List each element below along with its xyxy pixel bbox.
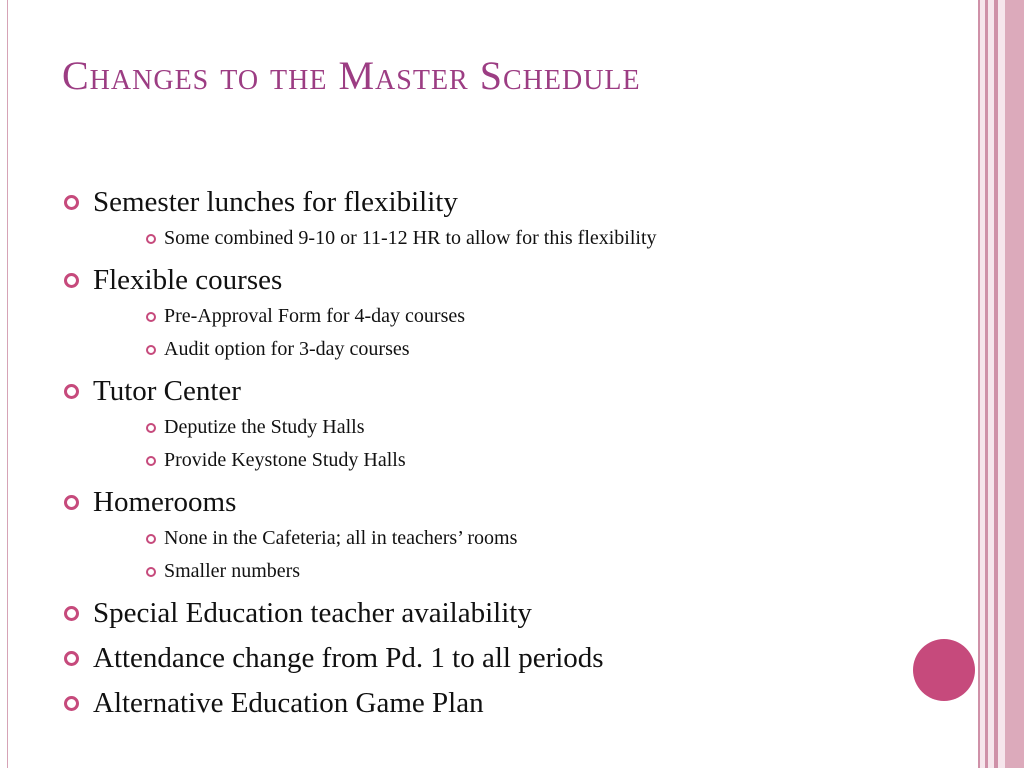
bullet-text: Homerooms (93, 486, 237, 518)
bullet-item (62, 482, 942, 522)
sub-bullet-text: Audit option for 3-day courses (164, 338, 410, 360)
circle-bullet-icon (146, 312, 156, 322)
circle-bullet-icon (146, 534, 156, 544)
bullet-text: Special Education teacher availability (93, 597, 532, 629)
circle-bullet-icon (64, 384, 79, 399)
bullet-text: Semester lunches for flexibility (93, 186, 458, 218)
circle-bullet-icon (64, 696, 79, 711)
bullet-item (62, 593, 942, 633)
bullet-item (62, 683, 942, 723)
bullet-text: Alternative Education Game Plan (93, 687, 484, 719)
bullet-item (62, 182, 942, 222)
decorative-stripe (1005, 0, 1024, 768)
circle-bullet-icon (146, 234, 156, 244)
sub-bullet-item (62, 333, 942, 366)
sub-bullet-item (62, 300, 942, 333)
sub-bullet-text: Provide Keystone Study Halls (164, 449, 406, 471)
circle-bullet-icon (64, 606, 79, 621)
sub-bullet-item (62, 411, 942, 444)
sub-bullet-text: Some combined 9-10 or 11-12 HR to allow for this flexibility (164, 227, 657, 249)
decorative-stripe (978, 0, 980, 768)
circle-bullet-icon (146, 567, 156, 577)
sub-bullet-item (62, 222, 942, 255)
decorative-stripe (994, 0, 998, 768)
circle-bullet-icon (146, 345, 156, 355)
bullet-text: Flexible courses (93, 264, 283, 296)
slide-title: Changes to the Master Schedule (62, 53, 641, 98)
sub-bullet-item (62, 522, 942, 555)
sub-bullet-text: None in the Cafeteria; all in teachers’ rooms (164, 527, 518, 549)
sub-bullet-text: Smaller numbers (164, 560, 301, 582)
circle-bullet-icon (146, 456, 156, 466)
bullet-text: Tutor Center (93, 375, 241, 407)
bullet-item (62, 260, 942, 300)
sub-bullet-item (62, 444, 942, 477)
circle-bullet-icon (64, 651, 79, 666)
circle-bullet-icon (64, 273, 79, 288)
bullet-item (62, 371, 942, 411)
sub-bullet-text: Pre-Approval Form for 4-day courses (164, 305, 466, 327)
circle-bullet-icon (64, 195, 79, 210)
sub-bullet-text: Deputize the Study Halls (164, 416, 365, 438)
circle-bullet-icon (146, 423, 156, 433)
bullet-list (62, 182, 942, 723)
bullet-text: Attendance change from Pd. 1 to all periods (93, 642, 604, 674)
sub-bullet-item (62, 555, 942, 588)
circle-bullet-icon (64, 495, 79, 510)
bullet-item (62, 638, 942, 678)
left-border-line (7, 0, 8, 768)
decorative-stripe (985, 0, 988, 768)
